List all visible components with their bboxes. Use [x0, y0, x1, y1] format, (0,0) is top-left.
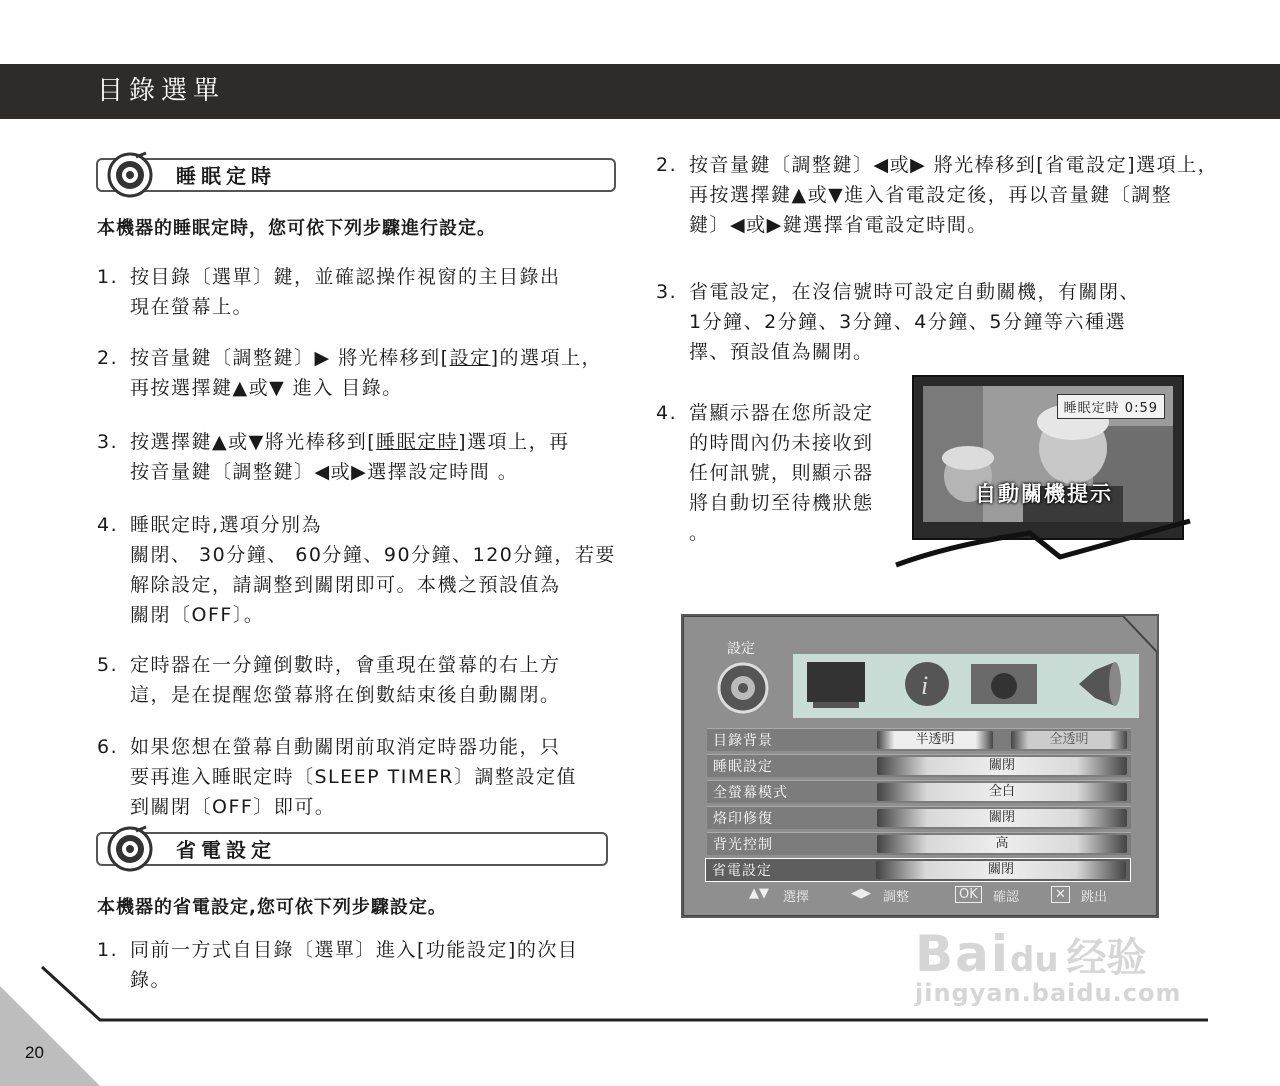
up-down-keys-icon: ▲▼ [749, 886, 769, 901]
header-bar [0, 64, 1280, 119]
page-title: 目錄選單 [97, 76, 226, 106]
step-number: 1. [97, 266, 119, 288]
step-text: ]的選項上， 再按選擇鍵▲或▼ 進入 目錄。 [130, 347, 603, 399]
settings-gear-icon [715, 660, 771, 720]
osd-row-label: 睡眠設定 [713, 759, 773, 775]
osd-row-background[interactable] [707, 728, 1131, 751]
step-text: 當顯示器在您所設定 的時間內仍未接收到 任何訊號，則顯示器 將自動切至待機狀態 。 [689, 402, 874, 544]
power-step-4 [656, 398, 906, 548]
step-text: 按選擇鍵▲或▼將光棒移到[ [130, 431, 377, 453]
step-5 [97, 650, 657, 710]
page-number: 20 [25, 1043, 44, 1062]
step-number: 6. [97, 736, 119, 758]
target-icon [106, 151, 154, 199]
osd-row-label: 背光控制 [713, 837, 773, 853]
tv-icon[interactable] [807, 662, 865, 708]
step-number: 1. [97, 939, 119, 961]
step-number: 4. [97, 514, 119, 536]
step-number: 2. [656, 154, 678, 176]
step-2 [97, 343, 657, 403]
power-step-2 [656, 150, 1266, 240]
step-1 [97, 262, 637, 322]
step-text: 省電設定，在沒信號時可設定自動關機，有關閉、 1分鐘、2分鐘、3分鐘、4分鐘、5分鐘等六種選 擇、預設值為關閉。 [689, 281, 1141, 363]
step-text: 按音量鍵〔調整鍵〕▶ 將光棒移到[ [130, 347, 450, 369]
step-text: 定時器在一分鐘倒數時，會重現在螢幕的右上方 這，是在提醒您螢幕將在倒數結束後自動關閉。 [130, 654, 561, 706]
intro-sleep: 本機器的睡眠定時，您可依下列步驟進行設定。 [97, 218, 496, 239]
speaker-icon[interactable] [1079, 662, 1121, 706]
osd-row-label: 全螢幕模式 [713, 785, 788, 801]
osd-slider[interactable]: 關閉 [876, 861, 1126, 879]
osd-slider[interactable]: 高 [877, 835, 1127, 853]
option-translucent[interactable]: 半透明 [877, 731, 993, 749]
osd-section-label: 設定 [727, 641, 755, 657]
footer-adjust: 調整 [883, 890, 910, 905]
baidu-watermark: Baidu 经验 jingyan.baidu.com [915, 925, 1182, 1007]
osd-slider[interactable]: 關閉 [877, 809, 1127, 827]
section-header-power [96, 832, 608, 866]
osd-row-fullscreen[interactable] [707, 780, 1131, 803]
step-3 [97, 427, 657, 487]
info-icon[interactable] [905, 662, 949, 706]
target-icon [106, 825, 154, 873]
osd-row-label: 目錄背景 [713, 733, 773, 749]
osd-slider[interactable]: 全白 [877, 783, 1127, 801]
footer-exit: 跳出 [1081, 890, 1108, 905]
svg-text:i: i [921, 671, 929, 700]
sleep-timer-badge: 睡眠定時 0:59 [1057, 394, 1165, 419]
osd-row-sleep[interactable] [707, 754, 1131, 777]
intro-power: 本機器的省電設定,您可依下列步驟設定。 [97, 897, 447, 918]
step-number: 2. [97, 347, 119, 369]
left-right-keys-icon: ◀▶ [851, 886, 871, 901]
osd-menu [681, 614, 1159, 918]
section-title-sleep: 睡眠定時 [176, 164, 276, 188]
step-number: 5. [97, 654, 119, 676]
page-corner [0, 986, 100, 1086]
exit-key-icon: ✕ [1051, 886, 1070, 903]
section-title-power: 省電設定 [176, 838, 276, 862]
tv-screen [923, 386, 1173, 522]
step-number: 3. [97, 431, 119, 453]
osd-row-backlight[interactable] [707, 832, 1131, 855]
osd-row-label: 烙印修復 [713, 811, 773, 827]
step-number: 4. [656, 402, 678, 424]
osd-row-power-saving[interactable] [705, 858, 1131, 882]
osd-row-burnin[interactable] [707, 806, 1131, 829]
menu-ref: 設定 [449, 347, 491, 369]
step-text: 睡眠定時,選項分別為 關閉、 30分鐘、 60分鐘、90分鐘、120分鐘，若要 解除設定，請調整到關閉即可。本機之預設值為 關閉〔OFF〕。 [130, 514, 616, 626]
step-6 [97, 732, 657, 822]
menu-ref: 睡眠定時 [376, 431, 459, 453]
step-4 [97, 510, 657, 630]
step-text: 按目錄〔選單〕鍵，並確認操作視窗的主目錄出 現在螢幕上。 [130, 266, 561, 318]
footer-confirm: 確認 [993, 890, 1020, 905]
osd-footer [707, 884, 1131, 906]
ok-key: OK [955, 886, 982, 903]
power-step-3 [656, 277, 1256, 367]
option-transparent[interactable]: 全透明 [1011, 731, 1127, 749]
section-header-sleep [96, 158, 616, 192]
power-cord-icon [890, 515, 1200, 575]
osd-slider[interactable]: 關閉 [877, 757, 1127, 775]
osd-icon-bar [793, 654, 1139, 718]
step-text: 按音量鍵〔調整鍵〕◀或▶ 將光棒移到[省電設定]選項上， 再按選擇鍵▲或▼進入省電設定後，再以音量鍵〔調整 鍵〕◀或▶鍵選擇省電設定時間。 [689, 154, 1219, 236]
step-text: ]選項上，再 按音量鍵〔調整鍵〕◀或▶選擇設定時間 。 [130, 431, 570, 483]
step-text: 同前一方式自目錄〔選單〕進入[功能設定]的次目 錄。 [130, 939, 579, 991]
step-number: 3. [656, 281, 678, 303]
camera-icon[interactable] [971, 664, 1037, 704]
osd-row-label: 省電設定 [712, 863, 772, 879]
step-text: 如果您想在螢幕自動關閉前取消定時器功能，只 要再進入睡眠定時〔SLEEP TIMER〕調整設定值 到關閉〔OFF〕即可。 [130, 736, 577, 818]
footer-select: 選擇 [783, 890, 810, 905]
auto-off-caption: 自動關機提示 [975, 482, 1113, 506]
